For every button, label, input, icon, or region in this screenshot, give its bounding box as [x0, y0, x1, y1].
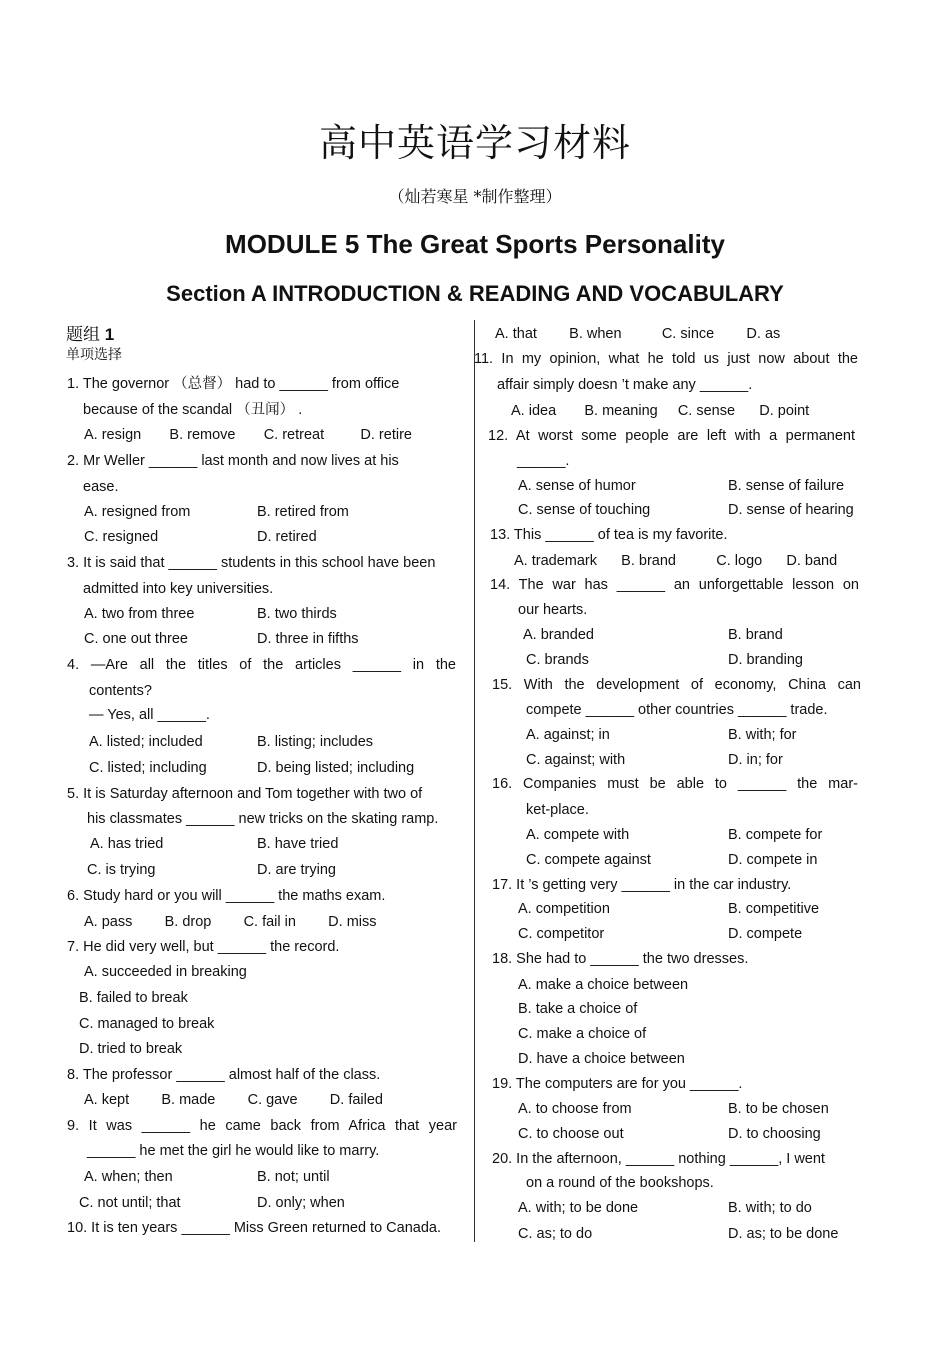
q17-stem: 17. It ’s getting very ______ in the car industry. — [492, 877, 792, 893]
q19-option-d: D. to choosing — [728, 1126, 821, 1142]
q7-option-a: A. succeeded in breaking — [84, 964, 247, 980]
q20-stem: 20. In the afternoon, ______ nothing ______, I went — [492, 1151, 825, 1167]
q11-stem: 11. In my opinion, what he told us just now about the — [474, 351, 858, 367]
q8-options: A. kept B. made C. gave D. failed — [84, 1092, 383, 1108]
q9-option-b: B. not; until — [257, 1169, 330, 1185]
q7-stem: 7. He did very well, but ______ the record. — [67, 939, 340, 955]
question-type-label: 单项选择 — [66, 346, 122, 362]
q20-option-a: A. with; to be done — [518, 1200, 639, 1216]
q14-option-b: B. brand — [728, 627, 783, 643]
q14-stem-cont: our hearts. — [518, 602, 588, 618]
column-divider — [474, 320, 475, 1242]
q16-option-a: A. compete with — [526, 827, 630, 843]
q1-stem: 1. The governor （总督） had to ______ from office — [67, 376, 400, 392]
q15-option-d: D. in; for — [728, 752, 783, 768]
q14-stem: 14. The war has ______ an unforgettable lesson on — [490, 577, 859, 593]
q19-option-c: C. to choose out — [518, 1126, 624, 1142]
q15-option-c: C. against; with — [526, 752, 626, 768]
q3-stem: 3. It is said that ______ students in this school have been — [67, 555, 436, 571]
q19-option-b: B. to be chosen — [728, 1101, 829, 1117]
page-title: 高中英语学习材料 — [318, 121, 631, 165]
q4-option-a: A. listed; included — [89, 734, 203, 750]
q4-reply: — Yes, all ______. — [89, 707, 210, 723]
q2-option-a: A. resigned from — [84, 504, 191, 520]
q20-stem-cont: on a round of the bookshops. — [526, 1175, 714, 1191]
q18-stem: 18. She had to ______ the two dresses. — [492, 951, 749, 967]
q14-option-d: D. branding — [728, 652, 803, 668]
q18-option-d: D. have a choice between — [518, 1051, 685, 1067]
q5-option-b: B. have tried — [257, 836, 339, 852]
q12-option-a: A. sense of humor — [518, 478, 636, 494]
q12-option-c: C. sense of touching — [518, 502, 651, 518]
q17-option-d: D. compete — [728, 926, 803, 942]
q4-option-c: C. listed; including — [89, 760, 207, 776]
q5-option-d: D. are trying — [257, 862, 336, 878]
q4-stem-cont: contents? — [89, 683, 152, 699]
q6-stem: 6. Study hard or you will ______ the maths exam. — [67, 888, 386, 904]
q10-stem: 10. It is ten years ______ Miss Green returned to Canada. — [67, 1220, 441, 1236]
q3-stem-cont: admitted into key universities. — [83, 581, 274, 597]
q7-option-d: D. tried to break — [79, 1041, 183, 1057]
q9-stem-cont: ______ he met the girl he would like to marry. — [87, 1143, 380, 1159]
q16-option-d: D. compete in — [728, 852, 818, 868]
q12-stem-cont: ______. — [517, 453, 570, 469]
module-heading: MODULE 5 The Great Sports Personality — [225, 229, 725, 259]
page-subtitle: （灿若寒星 *制作整理） — [388, 187, 562, 206]
q16-stem-cont: ket-place. — [526, 802, 589, 818]
q2-option-c: C. resigned — [84, 529, 159, 545]
q12-stem: 12. At worst some people are left with a permanent — [488, 428, 855, 444]
q4-stem: 4. —Are all the titles of the articles ______ in the — [67, 657, 456, 673]
q18-option-c: C. make a choice of — [518, 1026, 647, 1042]
q2-stem-cont: ease. — [83, 479, 119, 495]
q6-options: A. pass B. drop C. fail in D. miss — [84, 914, 377, 930]
q17-option-a: A. competition — [518, 901, 610, 917]
q8-stem: 8. The professor ______ almost half of the class. — [67, 1067, 381, 1083]
q5-option-c: C. is trying — [87, 862, 156, 878]
q18-option-a: A. make a choice between — [518, 977, 689, 993]
q15-option-a: A. against; in — [526, 727, 610, 743]
q15-option-b: B. with; for — [728, 727, 797, 743]
q1-stem-cont: because of the scandal （丑闻） . — [83, 402, 303, 418]
q5-stem-cont: his classmates ______ new tricks on the skating ramp. — [87, 811, 439, 827]
q13-options: A. trademark B. brand C. logo D. band — [514, 553, 838, 569]
q2-stem: 2. Mr Weller ______ last month and now lives at his — [67, 453, 399, 469]
q20-option-c: C. as; to do — [518, 1226, 593, 1242]
q3-option-d: D. three in fifths — [257, 631, 359, 647]
q17-option-b: B. competitive — [728, 901, 820, 917]
q4-option-d: D. being listed; including — [257, 760, 415, 776]
q9-stem: 9. It was ______ he came back from Africa that year — [67, 1118, 457, 1134]
q10-options: A. that B. when C. since D. as — [495, 326, 781, 342]
q5-option-a: A. has tried — [90, 836, 164, 852]
q1-options: A. resign B. remove C. retreat D. retire — [84, 427, 412, 443]
q15-stem: 15. With the development of economy, China can — [492, 677, 861, 693]
q20-option-b: B. with; to do — [728, 1200, 812, 1216]
q18-option-b: B. take a choice of — [518, 1001, 638, 1017]
q4-option-b: B. listing; includes — [257, 734, 374, 750]
q5-stem: 5. It is Saturday afternoon and Tom together with two of — [67, 786, 423, 802]
group-label: 题组 — [66, 325, 100, 344]
q7-option-b: B. failed to break — [79, 990, 188, 1006]
q11-options: A. idea B. meaning C. sense D. point — [511, 403, 810, 419]
q16-option-c: C. compete against — [526, 852, 651, 868]
group-heading — [66, 320, 114, 345]
q2-option-b: B. retired from — [257, 504, 349, 520]
q7-option-c: C. managed to break — [79, 1016, 215, 1032]
q3-option-b: B. two thirds — [257, 606, 337, 622]
q17-option-c: C. competitor — [518, 926, 605, 942]
q19-option-a: A. to choose from — [518, 1101, 632, 1117]
q15-stem-cont: compete ______ other countries ______ trade. — [526, 702, 828, 718]
q2-option-d: D. retired — [257, 529, 317, 545]
q11-stem-cont: affair simply doesn ’t make any ______. — [497, 377, 753, 393]
q9-option-a: A. when; then — [84, 1169, 173, 1185]
q14-option-c: C. brands — [526, 652, 589, 668]
q19-stem: 19. The computers are for you ______. — [492, 1076, 743, 1092]
q3-option-a: A. two from three — [84, 606, 195, 622]
q20-option-d: D. as; to be done — [728, 1226, 839, 1242]
q3-option-c: C. one out three — [84, 631, 188, 647]
q12-option-d: D. sense of hearing — [728, 502, 854, 518]
q13-stem: 13. This ______ of tea is my favorite. — [490, 527, 728, 543]
q9-option-c: C. not until; that — [79, 1195, 181, 1211]
q16-stem: 16. Companies must be able to ______ the mar- — [492, 776, 858, 792]
q16-option-b: B. compete for — [728, 827, 823, 843]
q9-option-d: D. only; when — [257, 1195, 345, 1211]
section-heading: Section A INTRODUCTION & READING AND VOCABULARY — [166, 281, 784, 306]
q12-option-b: B. sense of failure — [728, 478, 845, 494]
group-number: 1 — [104, 325, 115, 344]
q14-option-a: A. branded — [523, 627, 594, 643]
